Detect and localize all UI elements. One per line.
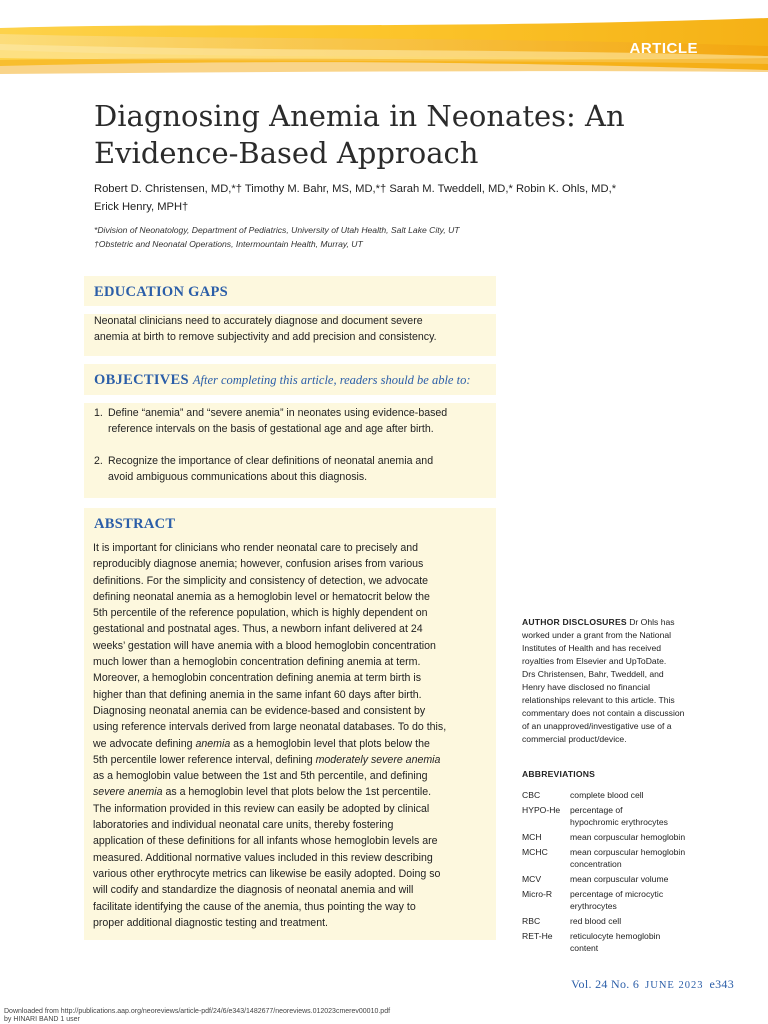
text-line: higher than that defining anemia in the same infant 60 days after birth.: [93, 688, 422, 701]
abbreviation-row: [522, 930, 732, 954]
abbreviation-definition: mean corpuscular volume: [570, 874, 669, 884]
text-line: royalties from Elsevier and UpToDate.: [522, 656, 667, 666]
author-list: [94, 180, 694, 216]
abbreviation-term: HYPO-He: [522, 805, 561, 815]
emphasis-term: moderately severe anemia: [315, 753, 441, 766]
text-line: Moreover, a hemoglobin concentration defining anemia at term birth is: [93, 672, 421, 685]
text-line: weeks’ gestation will have anemia with a blood hemoglobin concentration: [93, 639, 436, 652]
journal-reference: [571, 977, 734, 992]
abbreviation-term: RBC: [522, 916, 541, 926]
text-line: worked under a grant from the National: [522, 630, 672, 640]
header-banner: [0, 0, 768, 78]
abbreviation-row: [522, 789, 732, 801]
text-line: of an unapproved/investigative use of a: [522, 721, 672, 731]
abstract-heading: ABSTRACT: [94, 516, 176, 532]
education-objectives-box: [84, 276, 496, 498]
text-line: Recognize the importance of clear definitions of neonatal anemia and: [108, 455, 434, 467]
text-line: commercial product/device.: [522, 734, 627, 744]
abstract-body: [93, 540, 489, 931]
abbreviation-definition: percentage of hypochromic erythrocytes: [570, 805, 668, 827]
text-line: Drs Christensen, Bahr, Tweddell, and: [522, 669, 664, 679]
text-line: commentary does not contain a discussion: [522, 708, 685, 718]
text-line: avoid ambiguous communications about this diagnosis.: [108, 471, 368, 484]
text-span: we advocate defining: [93, 737, 196, 750]
abbreviation-row: [522, 873, 732, 885]
text-line: reference intervals on the basis of gestational age and age after birth.: [108, 423, 434, 436]
text-line: application of these definitions for all infants whose hemoglobin levels are: [93, 835, 438, 848]
download-user: by HINARI BAND 1 user: [4, 1016, 80, 1023]
article-title: [94, 98, 714, 172]
objective-number: 2.: [94, 455, 103, 467]
abbreviation-row: [522, 888, 732, 912]
abbreviation-definition: red blood cell: [570, 916, 622, 926]
abbreviation-definition: mean corpuscular hemoglobin concentration: [570, 847, 686, 869]
author-line-2: Erick Henry, MPH†: [94, 201, 189, 213]
abbreviation-row: [522, 915, 732, 927]
abstract-box: [84, 508, 496, 940]
text-line: Neonatal clinicians need to accurately diagnose and document severe: [94, 315, 423, 327]
page-number: e343: [709, 977, 734, 991]
text-line: will codify and standardize the diagnosis of neonatal anemia and will: [93, 884, 414, 897]
text-line: various other erythrocyte metrics can likewise be easily adopted. Doing so: [93, 867, 441, 880]
text-line: Define “anemia” and “severe anemia” in neonates using evidence-based: [108, 407, 448, 419]
abbreviation-definition: percentage of microcytic erythrocytes: [570, 889, 664, 911]
text-span: as a hemoglobin level that plots below the 1st percentile.: [162, 786, 432, 799]
text-line: using reference intervals derived from large neonatal databases. To do this,: [93, 721, 447, 734]
text-line: defining neonatal anemia as a hemoglobin level or hematocrit below the: [93, 590, 430, 603]
text-line: [93, 752, 489, 768]
objective-item: [94, 405, 490, 438]
abbreviation-row: [522, 831, 732, 843]
objective-item: [94, 453, 490, 486]
text-line: [522, 616, 712, 629]
abbreviation-term: MCHC: [522, 847, 548, 857]
text-span: Dr Ohls has: [626, 617, 675, 627]
affiliation-1: *Division of Neonatology, Department of Pediatrics, University of Utah Health, Salt Lake City, UT: [94, 225, 460, 235]
abbreviation-term: CBC: [522, 790, 541, 800]
abbreviation-row: [522, 846, 732, 870]
text-line: Diagnosing neonatal anemia can be evidence-based and consistent by: [93, 704, 426, 717]
education-gaps-heading: EDUCATION GAPS: [94, 284, 229, 300]
volume-issue: Vol. 24 No. 6: [571, 977, 640, 991]
text-line: laboratories and individual neonatal care units, thereby fostering: [93, 819, 394, 832]
text-line: facilitate identifying the cause of the anemia, thus pointing the way to: [93, 900, 416, 913]
abbreviation-definition: mean corpuscular hemoglobin: [570, 832, 686, 842]
abbreviation-definition: reticulocyte hemoglobin content: [570, 931, 661, 953]
abbreviation-term: MCH: [522, 832, 542, 842]
title-line-1: Diagnosing Anemia in Neonates: An: [94, 99, 625, 133]
abbreviation-term: Micro-R: [522, 889, 553, 899]
text-line: gestational and postnatal ages. Thus, a newborn infant delivered at 24: [93, 623, 423, 636]
affiliation-2: †Obstetric and Neonatal Operations, Intermountain Health, Murray, UT: [94, 239, 363, 249]
objectives-title: OBJECTIVES: [94, 372, 189, 388]
abbreviation-term: MCV: [522, 874, 542, 884]
text-span: 5th percentile lower reference interval, defining: [93, 753, 316, 766]
emphasis-term: anemia: [195, 737, 231, 750]
text-line: It is important for clinicians who render neonatal care to precisely and: [93, 542, 419, 554]
emphasis-term: severe anemia: [93, 786, 163, 799]
abbreviation-row: [522, 804, 732, 828]
education-gaps-text: [94, 313, 490, 346]
objectives-subtitle: After completing this article, readers should be able to:: [192, 373, 471, 387]
objective-number: 1.: [94, 407, 103, 419]
disclosures-heading: AUTHOR DISCLOSURES: [522, 617, 627, 627]
abbreviation-definition: complete blood cell: [570, 790, 644, 800]
download-notice: [4, 1008, 390, 1024]
text-line: reproducibly diagnose anemia; however, confusion arises from various: [93, 558, 424, 571]
text-line: relationships relevant to this article. This: [522, 695, 675, 705]
text-line: Henry have disclosed no financial: [522, 682, 651, 692]
download-url: Downloaded from http://publications.aap.org/neoreviews/article-pdf/24/6/e343/1482677/neoreviews.012023cmerev00010.pdf: [4, 1008, 391, 1015]
text-line: much lower than a hemoglobin concentration defining anemia at term.: [93, 656, 421, 669]
text-line: definitions. For the simplicity and consistency of detection, we advocate: [93, 574, 429, 587]
text-line: as a hemoglobin value between the 1st and 5th percentile, and defining: [93, 770, 428, 783]
author-line-1: Robert D. Christensen, MD,*† Timothy M. Bahr, MS, MD,*† Sarah M. Tweddell, MD,* Robin K. Ohls, MD,*: [94, 183, 617, 195]
title-line-2: Evidence-Based Approach: [94, 136, 479, 170]
text-line: Institutes of Health and has received: [522, 643, 662, 653]
issue-month: JUNE 2023: [645, 980, 704, 991]
text-line: measured. Additional normative values included in this review describing: [93, 851, 433, 864]
abbreviations-heading: ABBREVIATIONS: [522, 769, 596, 779]
author-disclosures: [522, 616, 712, 746]
objectives-heading: [94, 372, 471, 389]
box-divider: [84, 395, 496, 403]
text-span: as a hemoglobin level that plots below the: [230, 737, 430, 750]
text-line: 5th percentile of the reference population, which is highly dependent on: [93, 607, 428, 620]
text-line: anemia at birth to remove subjectivity and add precision and consistency.: [94, 331, 437, 344]
abbreviation-term: RET-He: [522, 931, 553, 941]
text-line: [93, 736, 489, 752]
abbreviations-list: [522, 789, 732, 957]
text-line: proper additional diagnostic testing and treatment.: [93, 916, 328, 929]
article-tag: ARTICLE: [629, 40, 698, 57]
banner-graphic: [0, 0, 768, 78]
box-divider: [84, 356, 496, 364]
text-line: [93, 784, 489, 800]
text-line: The information provided in this review can easily be adopted by clinical: [93, 802, 430, 815]
